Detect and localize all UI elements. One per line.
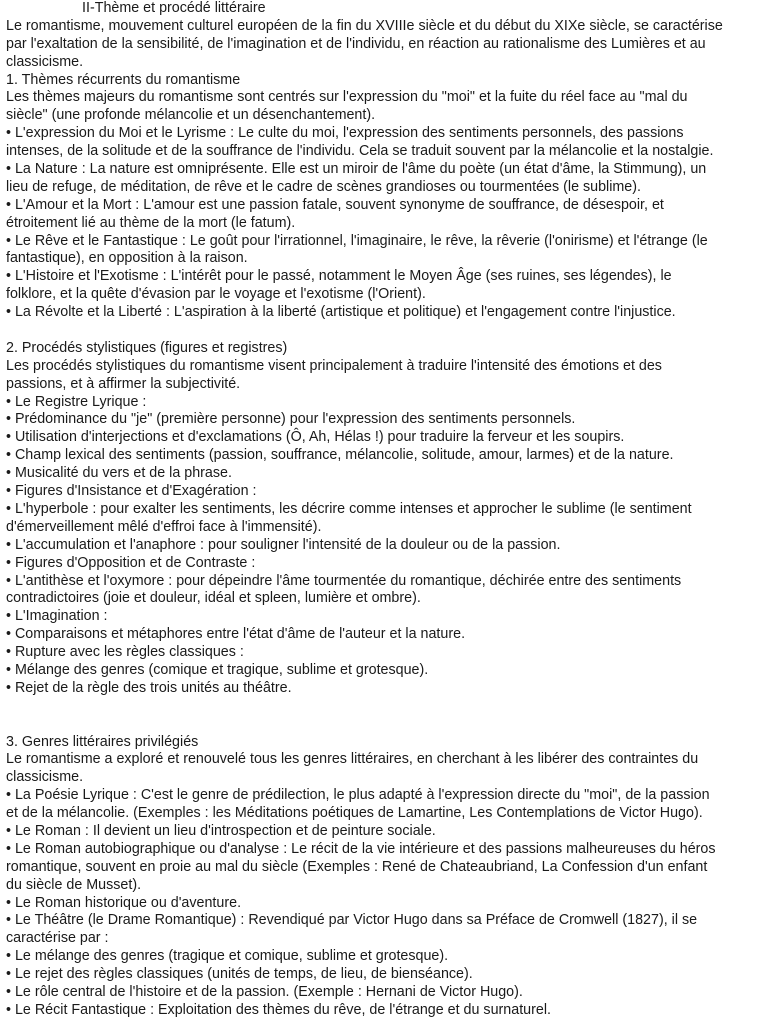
text-line: passions, et à affirmer la subjectivité.: [6, 375, 241, 392]
text-line: • Le Roman : Il devient un lieu d'introspection et de peinture sociale.: [6, 822, 436, 839]
text-line: lieu de refuge, de méditation, de rêve et le cadre de scènes grandioses ou tourmentées (le sublime).: [6, 178, 641, 195]
text-line: • Mélange des genres (comique et tragique, sublime et grotesque).: [6, 661, 429, 678]
text-line: • La Révolte et la Liberté : L'aspiration à la liberté (artistique et politique) et l'engagement contre l'injustice.: [6, 304, 676, 321]
text-line: folklore, et la quête d'évasion par le voyage et l'exotisme (l'Orient).: [6, 286, 426, 303]
text-line: • Le Roman autobiographique ou d'analyse : Le récit de la vie intérieure et des passions malheureuses du héros: [6, 840, 716, 857]
text-line: Le romantisme a exploré et renouvelé tous les genres littéraires, en cherchant à les libérer des contraintes du: [6, 751, 699, 768]
text-line: Le romantisme, mouvement culturel européen de la fin du XVIIIe siècle et du début du XIXe siècle, se caractérise: [6, 17, 723, 34]
text-line: d'émerveillement mêlé d'effroi face à l'immensité).: [6, 518, 322, 535]
text-line: • Le Rêve et le Fantastique : Le goût pour l'irrationnel, l'imaginaire, le rêve, la rêverie (l'onirisme) et l'étrange (le: [6, 232, 708, 249]
text-line: • Prédominance du "je" (première personne) pour l'expression des sentiments personnels.: [6, 411, 576, 428]
text-line: • Rupture avec les règles classiques :: [6, 644, 244, 661]
text-line: • L'antithèse et l'oxymore : pour dépeindre l'âme tourmentée du romantique, déchirée entre des sentiments: [6, 572, 682, 589]
document-page: [6, 0, 762, 1020]
text-line: siècle" (une profonde mélancolie et un désenchantement).: [6, 107, 376, 124]
text-line: • Le Roman historique ou d'aventure.: [6, 894, 242, 911]
text-line: • Le rejet des règles classiques (unités de temps, de lieu, de bienséance).: [6, 966, 473, 983]
section-1-body: [6, 89, 762, 322]
text-line: • L'Amour et la Mort : L'amour est une passion fatale, souvent synonyme de souffrance, de désespoir, et: [6, 196, 664, 213]
section-2-heading: 2. Procédés stylistiques (figures et registres): [6, 339, 288, 356]
text-line: • Le mélange des genres (tragique et comique, sublime et grotesque).: [6, 948, 449, 965]
text-line: classicisme.: [6, 769, 84, 786]
text-line: Les procédés stylistiques du romantisme visent principalement à traduire l'intensité des émotions et des: [6, 357, 662, 374]
text-line: classicisme.: [6, 53, 84, 70]
text-line: • Figures d'Opposition et de Contraste :: [6, 554, 256, 571]
text-line: • Le Registre Lyrique :: [6, 393, 147, 410]
text-line: • L'hyperbole : pour exalter les sentiments, les décrire comme intenses et approcher le sublime (le sentiment: [6, 500, 692, 517]
spacer: [6, 322, 762, 340]
text-line: caractérise par :: [6, 930, 109, 947]
text-line: • Le Théâtre (le Drame Romantique) : Revendiqué par Victor Hugo dans sa Préface de Cromwell (1827), il se: [6, 912, 698, 929]
text-line: • L'Imagination :: [6, 608, 108, 625]
text-line: du siècle de Musset).: [6, 876, 142, 893]
text-line: contradictoires (joie et douleur, idéal et spleen, lumière et ombre).: [6, 590, 421, 607]
text-line: • Musicalité du vers et de la phrase.: [6, 465, 232, 482]
section-1-heading: 1. Thèmes récurrents du romantisme: [6, 71, 241, 88]
section-3-body: [6, 751, 762, 1019]
text-line: • Utilisation d'interjections et d'exclamations (Ô, Ah, Hélas !) pour traduire la ferveur et les soupirs.: [6, 429, 625, 446]
page-title: II-Thème et procédé littéraire: [82, 0, 266, 16]
text-line: • Rejet de la règle des trois unités au théâtre.: [6, 679, 292, 696]
text-line: • L'Histoire et l'Exotisme : L'intérêt pour le passé, notamment le Moyen Âge (ses ruines, ses légendes), le: [6, 268, 672, 285]
text-line: • Le rôle central de l'histoire et de la passion. (Exemple : Hernani de Victor Hugo).: [6, 984, 523, 1000]
text-line: • Champ lexical des sentiments (passion, souffrance, mélancolie, solitude, amour, larmes) et de la nature.: [6, 447, 674, 464]
spacer: [6, 698, 762, 734]
text-line: • La Nature : La nature est omniprésente. Elle est un miroir de l'âme du poète (un état d'âme, la Stimmung), un: [6, 161, 707, 178]
text-line: • Le Récit Fantastique : Exploitation des thèmes du rêve, de l'étrange et du surnaturel.: [6, 1001, 551, 1018]
text-line: romantique, souvent en proie au mal du siècle (Exemples : René de Chateaubriand, La Confession d'un enfant: [6, 858, 708, 875]
text-line: Les thèmes majeurs du romantisme sont centrés sur l'expression du "moi" et la fuite du réel face au "mal du: [6, 89, 688, 106]
text-line: intenses, de la solitude et de la souffrance de l'individu. Cela se traduit souvent par la mélancolie et la nostalgie.: [6, 143, 714, 160]
section-2-body: [6, 358, 762, 698]
text-line: • L'accumulation et l'anaphore : pour souligner l'intensité de la douleur ou de la passion.: [6, 536, 561, 553]
text-line: • Comparaisons et métaphores entre l'état d'âme de l'auteur et la nature.: [6, 626, 466, 643]
text-line: et de la mélancolie. (Exemples : les Méditations poétiques de Lamartine, Les Contemplations de Victor Hugo).: [6, 805, 703, 822]
text-line: • Figures d'Insistance et d'Exagération :: [6, 483, 257, 500]
text-line: • L'expression du Moi et le Lyrisme : Le culte du moi, l'expression des sentiments personnels, des passions: [6, 125, 684, 142]
text-line: par l'exaltation de la sensibilité, de l'imagination et de l'individu, en réaction au rationalisme des Lumières et au: [6, 35, 706, 52]
text-line: • La Poésie Lyrique : C'est le genre de prédilection, le plus adapté à l'expression directe du "moi", de la passion: [6, 787, 710, 804]
text-line: étroitement lié au thème de la mort (le fatum).: [6, 214, 296, 231]
intro-paragraph: [6, 18, 762, 72]
text-line: fantastique), en opposition à la raison.: [6, 250, 248, 267]
section-3-heading: 3. Genres littéraires privilégiés: [6, 733, 199, 750]
